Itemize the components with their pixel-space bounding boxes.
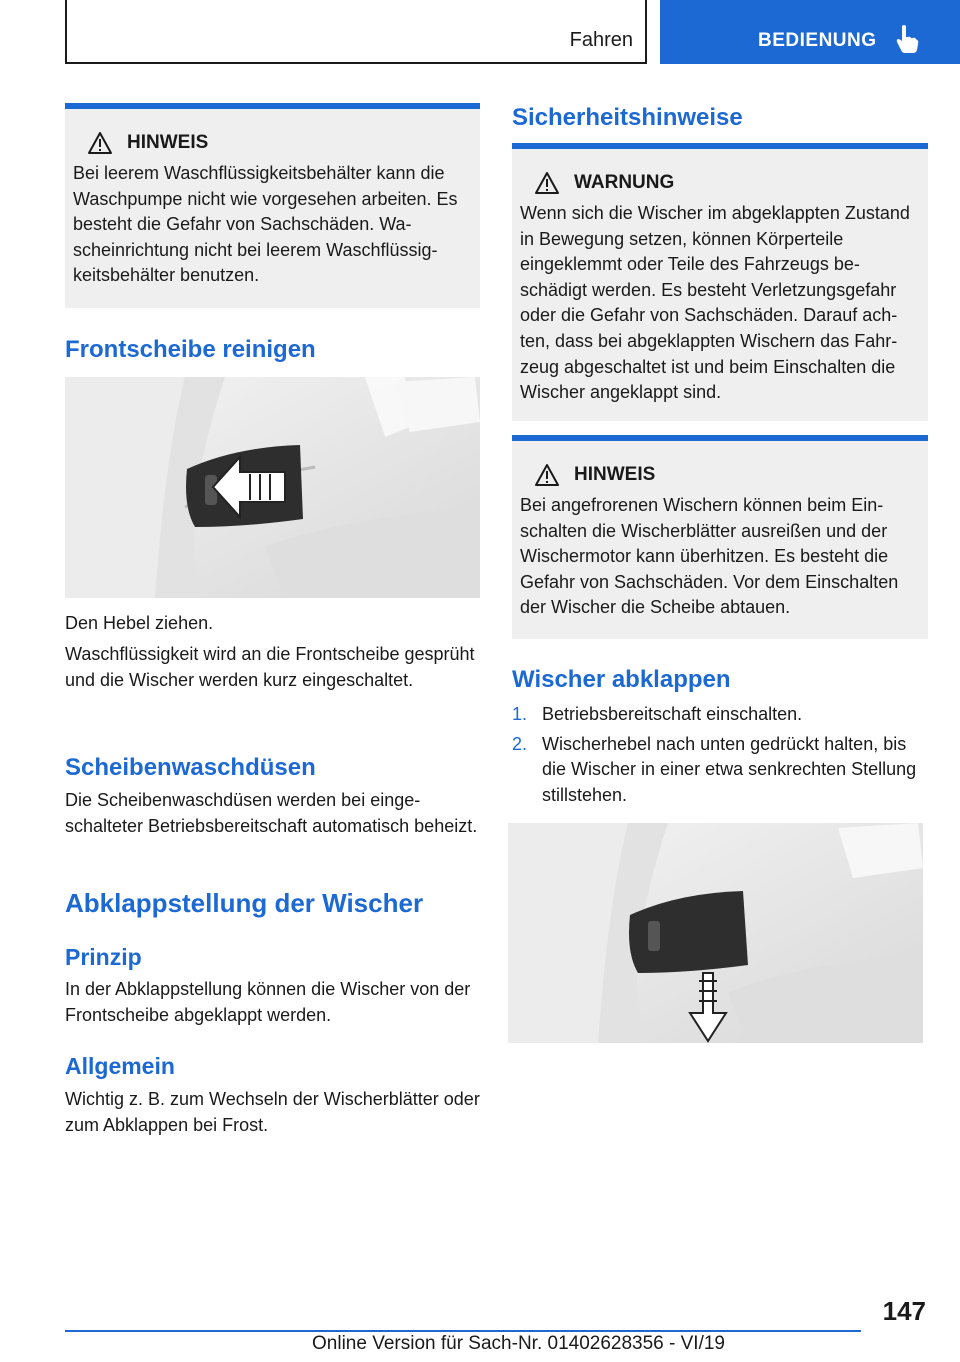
heading-fold-position: Abklappstellung der Wischer — [65, 888, 424, 918]
notice-warnung — [512, 143, 928, 421]
warning-triangle-icon — [534, 171, 560, 195]
notice-title-row — [73, 131, 470, 155]
warning-triangle-icon — [534, 463, 560, 487]
footer-version: Online Version für Sach-Nr. 01402628356 - VI/19 — [312, 1333, 725, 1354]
notice-title-row — [520, 463, 918, 487]
notice-text: Bei angefrorenen Wischern können beim Einschalten die Wischerblätter ausreißen und der Wischermotor kann überhitzen. Es besteht die Gefahr von Sachschäden. Vor dem Einschalten der Wischer die Scheibe abtauen. — [520, 495, 899, 618]
step-text: Wischerhebel nach unten gedrückt halten, bis die Wischer in einer etwa senkrechten Stellung stillstehen. — [542, 733, 917, 805]
step-number: 1. — [512, 704, 528, 724]
step-number: 2. — [512, 733, 528, 754]
steps-list — [512, 702, 922, 812]
page-number: 147 — [882, 1296, 926, 1326]
notice-title: WARNUNG — [574, 172, 675, 193]
warning-triangle-icon — [87, 131, 113, 155]
text-principle: In der Abklappstellung können die Wischer von der Frontscheibe abgeklappt werden. — [65, 979, 471, 1025]
notice-title-row — [520, 171, 918, 195]
heading-general: Allgemein — [65, 1053, 175, 1079]
notice-text: Wenn sich die Wischer im abgeklappten Zustand in Bewegung setzen, können Körperteile eingeklemmt oder Teile des Fahrzeugs beschädigt werden. Es besteht Verletzungsgefahr oder die Gefahr von Sachschäden. Darauf achten, dass bei abgeklappten Wischern das Fahrzeug abgeschaltet ist und beim Einschalten die Wischer angeklappt sind. — [520, 203, 910, 403]
text-nozzles: Die Scheibenwaschdüsen werden bei eingeschalteter Betriebsbereitschaft automatisch beheizt. — [65, 790, 478, 836]
text-front-wash: Waschflüssigkeit wird an die Frontscheibe gesprüht und die Wischer werden kurz eingeschaltet. — [65, 644, 475, 690]
header-chapter-label: BEDIENUNG — [758, 30, 877, 51]
header-chapter-tab — [660, 0, 960, 64]
notice-title: HINWEIS — [574, 464, 656, 485]
caption-pull-lever: Den Hebel ziehen. — [65, 613, 214, 633]
illustration-lever-pull — [65, 377, 480, 598]
notice-hinweis-frozen — [512, 435, 928, 639]
pointing-hand-icon — [895, 24, 919, 54]
notice-hinweis-washer — [65, 103, 480, 308]
heading-fold-down: Wischer abklappen — [512, 666, 731, 693]
heading-safety: Sicherheitshinweise — [512, 104, 743, 131]
step-text: Betriebsbereitschaft einschalten. — [542, 704, 803, 724]
header-section-label: Fahren — [569, 29, 633, 51]
heading-principle: Prinzip — [65, 944, 142, 970]
list-item — [512, 732, 922, 809]
heading-nozzles: Scheibenwaschdüsen — [65, 754, 316, 781]
illustration-lever-push-down — [508, 823, 923, 1043]
heading-frontscheibe: Frontscheibe reinigen — [65, 336, 316, 363]
header-section-box — [65, 0, 647, 64]
notice-title: HINWEIS — [127, 132, 209, 153]
notice-text: Bei leerem Waschflüssigkeitsbehälter kann die Waschpumpe nicht wie vorgesehen arbeiten. Es besteht die Gefahr von Sachschäden. Wascheinrichtung nicht bei leerem Waschflüssigkeitsbehälter benutzen. — [73, 163, 458, 286]
list-item — [512, 702, 922, 728]
footer-rule — [65, 1330, 861, 1332]
text-general: Wichtig z. B. zum Wechseln der Wischerblätter oder zum Abklappen bei Frost. — [65, 1089, 480, 1135]
